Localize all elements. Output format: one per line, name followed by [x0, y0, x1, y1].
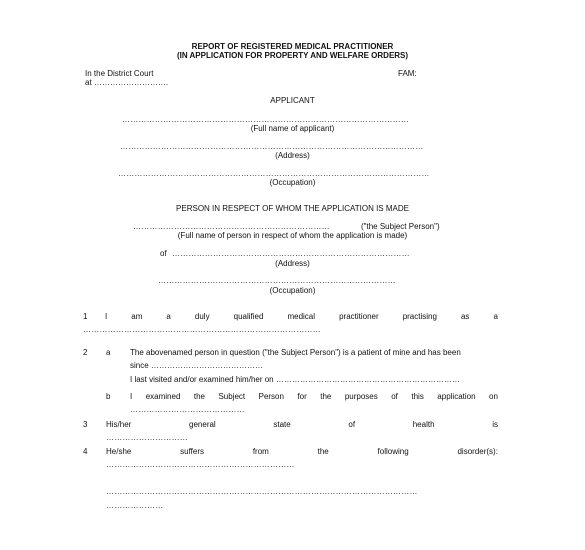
subject-of-label: of [160, 249, 167, 258]
item-4-word: He/she [106, 447, 132, 456]
applicant-occupation-line: …………………………………………………………………………………………………… [118, 169, 430, 178]
item-1-word: qualified [233, 312, 264, 321]
applicant-address-label: (Address) [275, 151, 310, 160]
item-4-number: 4 [83, 447, 88, 456]
item-4-word: following [377, 447, 409, 456]
item-2b-word: Subject [218, 392, 246, 401]
item-3-word: is [492, 420, 498, 429]
title-line-2: (IN APPLICATION FOR PROPERTY AND WELFARE ORDERS) [176, 51, 409, 60]
item-4-word: suffers [180, 447, 205, 456]
item-2b-word: purposes [344, 392, 378, 401]
item-2a-letter: a [106, 348, 111, 357]
item-2b-word: application [437, 392, 476, 401]
applicant-heading: APPLICANT [270, 96, 315, 105]
item-1-word: I [105, 312, 108, 321]
item-2a-line2: I last visited and/or examined him/her on …………………………………………………………… [130, 375, 460, 384]
item-1-word: a [166, 312, 171, 321]
item-3-word: state [273, 420, 291, 429]
applicant-occupation-label: (Occupation) [269, 178, 316, 187]
applicant-name-line: …………………………………………………………………………………………… [122, 115, 409, 124]
item-2b-word: on [489, 392, 498, 401]
item-3-word: of [348, 420, 356, 429]
court-at: at ………………………. [85, 78, 169, 87]
item-1-word: as [460, 312, 470, 321]
applicant-name-label: (Full name of applicant) [250, 124, 335, 133]
subject-address-line: …………………………………………………………………………… [172, 249, 410, 258]
subject-name-line: ……………………………………………………………… [133, 222, 330, 231]
item-2a-text: The abovenamed person in question ("the Subject Person") is a patient of mine and has been [130, 348, 461, 357]
court-label: In the District Court [85, 69, 154, 78]
item-3-number: 3 [83, 420, 88, 429]
item-2b-word: Person [258, 392, 284, 401]
item-1-word: am [131, 312, 143, 321]
item-4-word: from [252, 447, 269, 456]
item-2b-word: examined [145, 392, 181, 401]
subject-occupation-label: (Occupation) [269, 286, 316, 295]
item-2b-word: of [391, 392, 398, 401]
subject-tag: ("the Subject Person") [361, 222, 440, 231]
item-1-word: practitioner [339, 312, 379, 321]
fam-label: FAM: [398, 69, 417, 78]
item-2a-since: since …………………………………… [130, 361, 263, 370]
item-4-text [106, 447, 498, 457]
item-4-word: the [317, 447, 329, 456]
applicant-address-line: ………………………………………………………………………………………………… [120, 142, 424, 151]
item-4-dots-3: ………………… [106, 501, 164, 510]
item-1-word: medical [287, 312, 316, 321]
item-2b-word: I [130, 392, 133, 401]
item-3-word: health [412, 420, 435, 429]
item-1-word: duly [194, 312, 210, 321]
subject-occupation-line: …………………………………………………………………………… [158, 276, 396, 285]
item-2b-word: for [297, 392, 307, 401]
item-1-text [105, 312, 498, 322]
item-3-word: general [189, 420, 216, 429]
item-2b-letter: b [106, 392, 111, 401]
item-2b-word: the [193, 392, 205, 401]
item-3-text [106, 420, 498, 430]
subject-name-label: (Full name of person in respect of whom the application is made) [177, 231, 408, 240]
item-1-word: a [493, 312, 498, 321]
item-2b-dots: …………………………………… [130, 405, 245, 414]
item-2b-text [130, 392, 498, 402]
item-4-word: disorder(s): [457, 447, 498, 456]
subject-heading: PERSON IN RESPECT OF WHOM THE APPLICATION IS MADE [176, 204, 409, 213]
item-1-number: 1 [83, 312, 88, 321]
item-1-word: practising [402, 312, 437, 321]
item-1-dots: …………………………………………………………………………… [83, 325, 321, 334]
subject-address-label: (Address) [275, 259, 310, 268]
title-line-1: REPORT OF REGISTERED MEDICAL PRACTITIONER [191, 42, 394, 51]
item-4-dots-1: …………………………………………………………… [106, 460, 295, 469]
item-4-dots-2: …………………………………………………………………………………………………… [106, 487, 418, 496]
item-2-number: 2 [83, 348, 88, 357]
item-2b-word: the [320, 392, 332, 401]
item-3-dots: ………………………… [106, 433, 188, 442]
item-3-word: His/her [106, 420, 132, 429]
item-2b-word: this [411, 392, 424, 401]
